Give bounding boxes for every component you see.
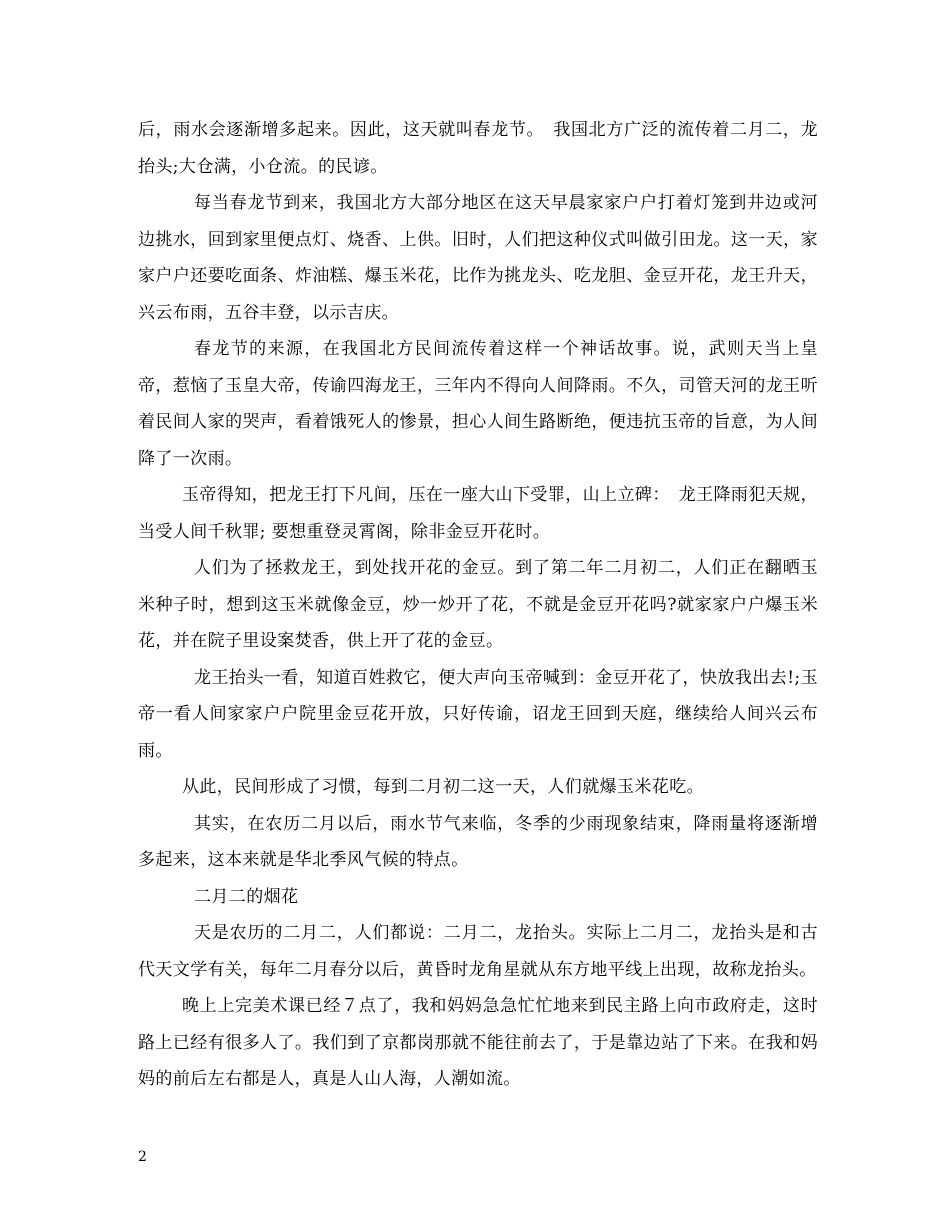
paragraph-4: 玉帝得知，把龙王打下凡间，压在一座大山下受罪，山上立碑： 龙王降雨犯天规，当受人间千秋罪; 要想重登灵霄阁，除非金豆开花时。	[138, 485, 818, 542]
paragraph-10: 晚上上完美术课已经７点了，我和妈妈急急忙忙地来到民主路上向市政府走，这时路上已经有很多人了。我们到了京都岗那就不能往前去了，于是靠边站了下来。在我和妈妈的前后左右都是人，真是人山人海，人潮如流。	[138, 996, 818, 1089]
paragraph-9: 天是农历的二月二，人们都说：二月二，龙抬头。实际上二月二，龙抬头是和古代天文学有关，每年二月春分以后，黄昏时龙角星就从东方地平线上出现，故称龙抬头。	[138, 923, 818, 980]
paragraph-7: 从此，民间形成了习惯，每到二月初二这一天，人们就爆玉米花吃。	[182, 777, 704, 797]
section-heading: 二月二的烟花	[194, 886, 299, 907]
document-body	[138, 112, 818, 1098]
paragraph-8: 其实，在农历二月以后，雨水节气来临，冬季的少雨现象结束，降雨量将逐渐增多起来，这本来就是华北季风气候的特点。	[138, 813, 818, 870]
page-number: 2	[138, 1149, 147, 1165]
paragraph-6: 龙王抬头一看，知道百姓救它，便大声向玉帝喊到：金豆开花了，快放我出去!;玉帝一看人间家家户户院里金豆花开放，只好传谕，诏龙王回到天庭，继续给人间兴云布雨。	[138, 667, 818, 761]
paragraph-1: 后，雨水会逐渐增多起来。因此，这天就叫春龙节。 我国北方广泛的流传着二月二，龙抬头;大仓满，小仓流。的民谚。	[138, 120, 818, 177]
paragraph-2: 每当春龙节到来，我国北方大部分地区在这天早晨家家户户打着灯笼到井边或河边挑水，回到家里便点灯、烧香、上供。旧时，人们把这种仪式叫做引田龙。这一天，家家户户还要吃面条、炸油糕、爆玉米花，比作为挑龙头、吃龙胆、金豆开花，龙王升天，兴云布雨，五谷丰登，以示吉庆。	[138, 193, 818, 323]
paragraph-5: 人们为了拯救龙王，到处找开花的金豆。到了第二年二月初二，人们正在翻晒玉米种子时，想到这玉米就像金豆，炒一炒开了花，不就是金豆开花吗?就家家户户爆玉米花，并在院子里设案焚香，供上开了花的金豆。	[138, 558, 818, 651]
paragraph-3: 春龙节的来源，在我国北方民间流传着这样一个神话故事。说，武则天当上皇帝，惹恼了玉皇大帝，传谕四海龙王，三年内不得向人间降雨。不久，司管天河的龙王听着民间人家的哭声，看着饿死人的惨景，担心人间生路断绝，便违抗玉帝的旨意，为人间降了一次雨。	[138, 339, 818, 469]
